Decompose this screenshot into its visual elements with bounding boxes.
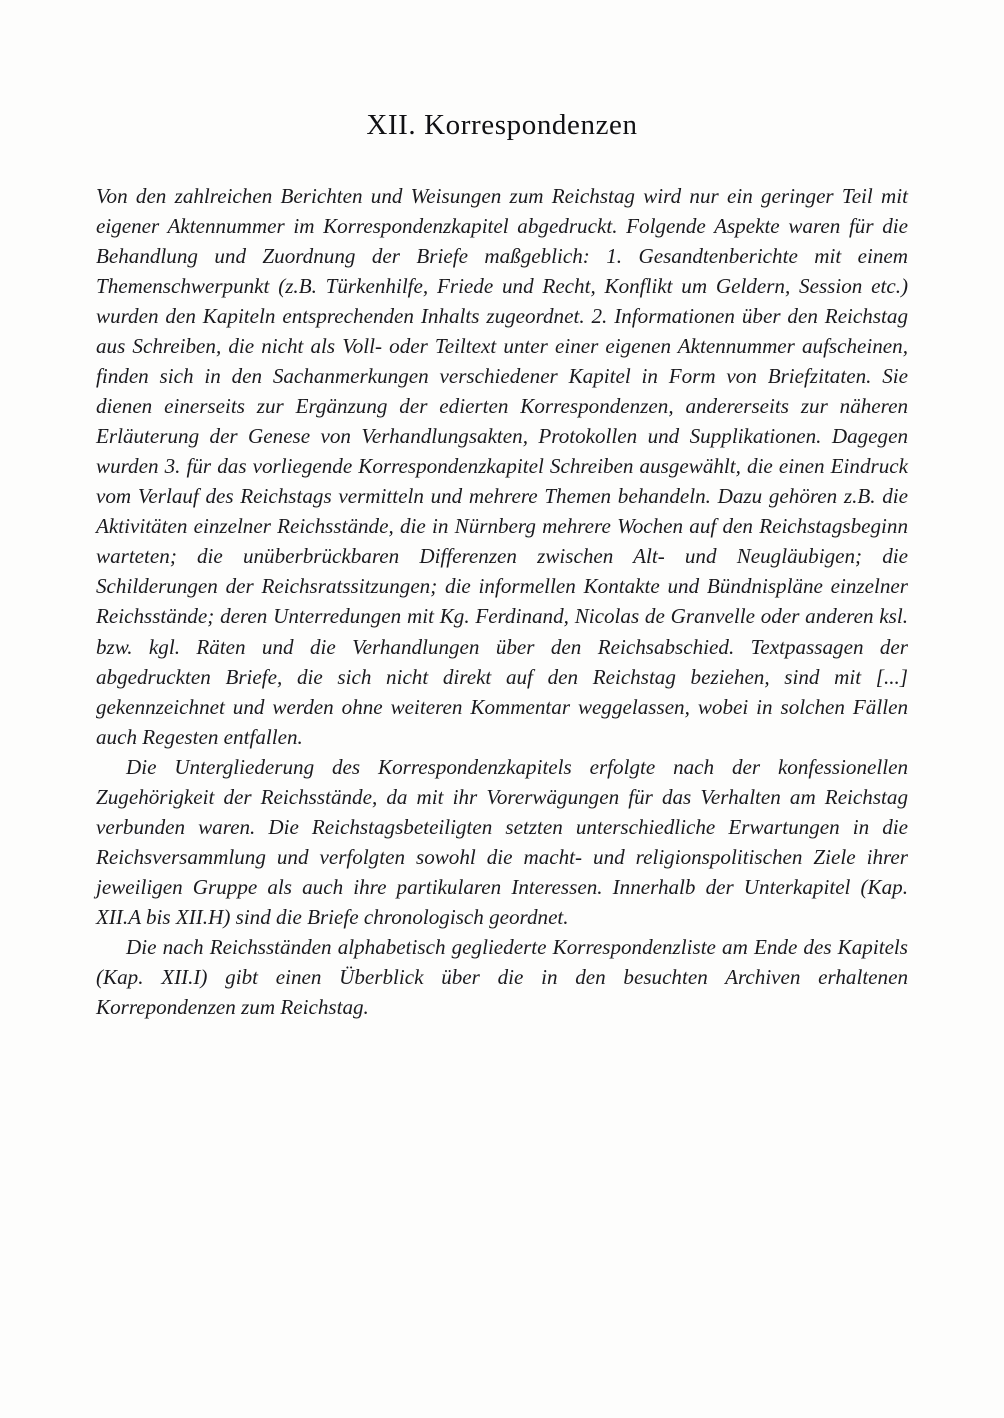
paragraph-subdivision: Die Untergliederung des Korrespondenzkapitels erfolgte nach der konfessionellen Zugehörigkeit der Reichsstände, da mit ihr Vorerwägungen für das Verhalten am Reichstag verbunden waren. Die Reichstagsbeteiligten setzten unterschiedliche Erwartungen in die Reichsversammlung und verfolgten sowohl die macht- und religionspolitischen Ziele ihrer jeweiligen Gruppe als auch ihre partikularen Interessen. Innerhalb der Unterkapitel (Kap. XII.A bis XII.H) sind die Briefe chronologisch geordnet.: [96, 754, 908, 929]
paragraph-correspondence-list: Die nach Reichsständen alphabetisch gegliederte Korrespondenzliste am Ende des Kapitels (Kap. XII.I) gibt einen Überblick über die in den besuchten Archiven erhaltenen Korrepondenzen zum Reichstag.: [96, 934, 908, 1020]
paragraph-intro-criteria: Von den zahlreichen Berichten und Weisungen zum Reichstag wird nur ein geringer Teil mit eigener Aktennummer im Korrespondenzkapitel abgedruckt. Folgende Aspekte waren für die Behandlung und Zuordnung der Briefe maßgeblich: 1. Gesandtenberichte mit einem Themenschwerpunkt (z.B. Türkenhilfe, Friede und Recht, Konflikt um Geldern, Session etc.) wurden den Kapiteln entsprechenden Inhalts zugeordnet. 2. Informationen über den Reichstag aus Schreiben, die nicht als Voll- oder Teiltext unter einer eigenen Aktennummer aufscheinen, finden sich in den Sachanmerkungen verschiedener Kapitel in Form von Briefzitaten. Sie dienen einerseits zur Ergänzung der edierten Korrespondenzen, andererseits zur näheren Erläuterung der Genese von Verhandlungsakten, Protokollen und Supplikationen. Dagegen wurden 3. für das vorliegende Korrespondenzkapitel Schreiben ausgewählt, die einen Eindruck vom Verlauf des Reichstags vermitteln und mehrere Themen behandeln. Dazu gehören z.B. die Aktivitäten einzelner Reichsstände, die in Nürnberg mehrere Wochen auf den Reichstagsbeginn warteten; die unüberbrückbaren Differenzen zwischen Alt- und Neugläubigen; die Schilderungen der Reichsratssitzungen; die informellen Kontakte und Bündnispläne einzelner Reichsstände; deren Unterredungen mit Kg. Ferdinand, Nicolas de Granvelle oder anderen ksl. bzw. kgl. Räten und die Verhandlungen über den Reichsabschied. Textpassagen der abgedruckten Briefe, die sich nicht direkt auf den Reichstag beziehen, sind mit [...] gekennzeichnet und werden ohne weiteren Kommentar weggelassen, wobei in solchen Fällen auch Regesten entfallen.: [96, 183, 908, 749]
page-title: XII. Korrespondenzen: [366, 109, 638, 141]
text-column: [96, 108, 908, 1022]
